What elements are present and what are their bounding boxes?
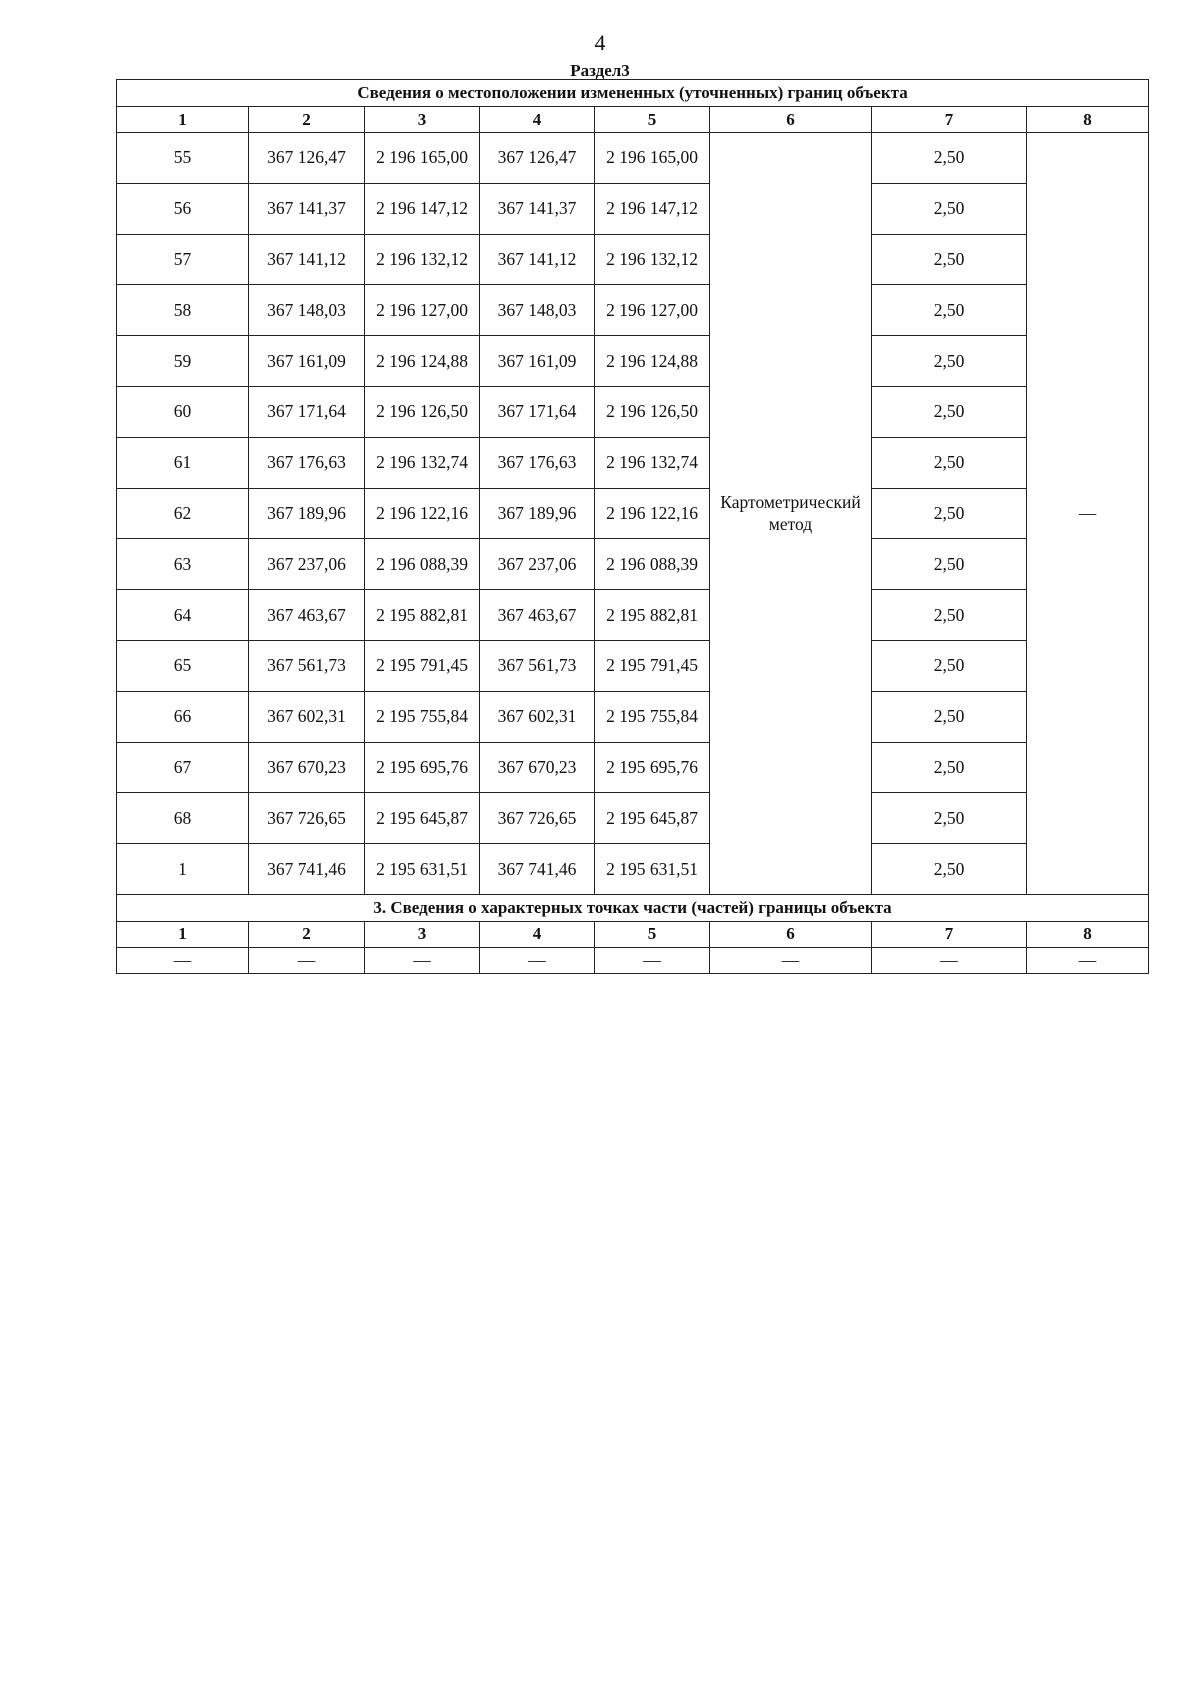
- point-number-cell: 55: [117, 133, 249, 184]
- point-number-cell: 56: [117, 183, 249, 234]
- accuracy-cell: 2,50: [872, 539, 1027, 590]
- empty-cell: —: [117, 947, 249, 973]
- existing-x-cell: 367 176,63: [249, 437, 365, 488]
- table-row: [117, 844, 1149, 895]
- refined-y-cell: 2 195 755,84: [595, 691, 710, 742]
- accuracy-cell: 2,50: [872, 234, 1027, 285]
- refined-y-cell: 2 196 165,00: [595, 133, 710, 184]
- column-number-row: [117, 921, 1149, 947]
- boundary-coordinates-table: [116, 79, 1149, 974]
- point-number-cell: 63: [117, 539, 249, 590]
- refined-x-cell: 367 561,73: [480, 640, 595, 691]
- empty-cell: —: [249, 947, 365, 973]
- table-row: [117, 691, 1149, 742]
- existing-y-cell: 2 195 695,76: [365, 742, 480, 793]
- existing-x-cell: 367 726,65: [249, 793, 365, 844]
- refined-x-cell: 367 161,09: [480, 336, 595, 387]
- table-row: [117, 590, 1149, 641]
- table-caption: Сведения о местоположении измененных (уточненных) границ объекта: [117, 80, 1149, 107]
- existing-x-cell: 367 161,09: [249, 336, 365, 387]
- existing-y-cell: 2 195 791,45: [365, 640, 480, 691]
- existing-x-cell: 367 237,06: [249, 539, 365, 590]
- refined-x-cell: 367 141,37: [480, 183, 595, 234]
- existing-y-cell: 2 196 132,12: [365, 234, 480, 285]
- column-number: 1: [117, 107, 249, 133]
- refined-y-cell: 2 196 124,88: [595, 336, 710, 387]
- existing-x-cell: 367 670,23: [249, 742, 365, 793]
- column-number: 8: [1027, 107, 1149, 133]
- point-number-cell: 66: [117, 691, 249, 742]
- existing-x-cell: 367 561,73: [249, 640, 365, 691]
- table-row: [117, 640, 1149, 691]
- existing-y-cell: 2 195 882,81: [365, 590, 480, 641]
- refined-x-cell: 367 237,06: [480, 539, 595, 590]
- refined-x-cell: 367 602,31: [480, 691, 595, 742]
- refined-y-cell: 2 196 132,12: [595, 234, 710, 285]
- refined-y-cell: 2 196 088,39: [595, 539, 710, 590]
- refined-y-cell: 2 195 631,51: [595, 844, 710, 895]
- refined-y-cell: 2 195 695,76: [595, 742, 710, 793]
- column-number: 2: [249, 921, 365, 947]
- existing-y-cell: 2 196 088,39: [365, 539, 480, 590]
- point-number-cell: 65: [117, 640, 249, 691]
- section-3-caption-row: [117, 894, 1149, 921]
- empty-cell: —: [710, 947, 872, 973]
- empty-cell: —: [365, 947, 480, 973]
- table-row: [117, 234, 1149, 285]
- empty-cell: —: [1027, 947, 1149, 973]
- existing-y-cell: 2 196 132,74: [365, 437, 480, 488]
- refined-y-cell: 2 196 122,16: [595, 488, 710, 539]
- existing-x-cell: 367 126,47: [249, 133, 365, 184]
- existing-y-cell: 2 196 165,00: [365, 133, 480, 184]
- table-row: [117, 742, 1149, 793]
- refined-y-cell: 2 195 645,87: [595, 793, 710, 844]
- point-number-cell: 57: [117, 234, 249, 285]
- column-number: 6: [710, 107, 872, 133]
- refined-x-cell: 367 463,67: [480, 590, 595, 641]
- section-title: Раздел3: [570, 61, 630, 80]
- refined-x-cell: 367 176,63: [480, 437, 595, 488]
- existing-x-cell: 367 148,03: [249, 285, 365, 336]
- accuracy-cell: 2,50: [872, 285, 1027, 336]
- refined-x-cell: 367 741,46: [480, 844, 595, 895]
- accuracy-cell: 2,50: [872, 640, 1027, 691]
- existing-x-cell: 367 463,67: [249, 590, 365, 641]
- accuracy-cell: 2,50: [872, 183, 1027, 234]
- empty-cell: —: [872, 947, 1027, 973]
- table-body: [117, 80, 1149, 974]
- column-number: 1: [117, 921, 249, 947]
- refined-y-cell: 2 195 791,45: [595, 640, 710, 691]
- column-number: 5: [595, 921, 710, 947]
- existing-x-cell: 367 171,64: [249, 386, 365, 437]
- table-row: [117, 183, 1149, 234]
- point-number-cell: 59: [117, 336, 249, 387]
- table-caption-row: [117, 80, 1149, 107]
- existing-y-cell: 2 196 127,00: [365, 285, 480, 336]
- table-row: [117, 285, 1149, 336]
- accuracy-cell: 2,50: [872, 386, 1027, 437]
- table-row: [117, 386, 1149, 437]
- column-number: 5: [595, 107, 710, 133]
- accuracy-cell: 2,50: [872, 336, 1027, 387]
- refined-x-cell: 367 141,12: [480, 234, 595, 285]
- table-row: [117, 437, 1149, 488]
- table-row: [117, 133, 1149, 184]
- column-number-row: [117, 107, 1149, 133]
- refined-x-cell: 367 148,03: [480, 285, 595, 336]
- refined-x-cell: 367 189,96: [480, 488, 595, 539]
- refined-y-cell: 2 196 147,12: [595, 183, 710, 234]
- column-8-cell: —: [1027, 133, 1149, 895]
- accuracy-cell: 2,50: [872, 793, 1027, 844]
- existing-x-cell: 367 189,96: [249, 488, 365, 539]
- method-cell: Картометрический метод: [710, 133, 872, 895]
- column-number: 7: [872, 107, 1027, 133]
- empty-cell: —: [595, 947, 710, 973]
- refined-x-cell: 367 171,64: [480, 386, 595, 437]
- existing-y-cell: 2 196 147,12: [365, 183, 480, 234]
- column-number: 4: [480, 921, 595, 947]
- page-number: 4: [594, 30, 606, 55]
- column-number: 3: [365, 921, 480, 947]
- column-number: 3: [365, 107, 480, 133]
- accuracy-cell: 2,50: [872, 488, 1027, 539]
- point-number-cell: 58: [117, 285, 249, 336]
- refined-x-cell: 367 726,65: [480, 793, 595, 844]
- point-number-cell: 67: [117, 742, 249, 793]
- accuracy-cell: 2,50: [872, 133, 1027, 184]
- existing-y-cell: 2 196 122,16: [365, 488, 480, 539]
- accuracy-cell: 2,50: [872, 437, 1027, 488]
- point-number-cell: 1: [117, 844, 249, 895]
- table-row: [117, 793, 1149, 844]
- column-number: 7: [872, 921, 1027, 947]
- table-row: [117, 488, 1149, 539]
- existing-x-cell: 367 141,37: [249, 183, 365, 234]
- existing-x-cell: 367 141,12: [249, 234, 365, 285]
- existing-x-cell: 367 602,31: [249, 691, 365, 742]
- refined-y-cell: 2 196 127,00: [595, 285, 710, 336]
- empty-cell: —: [480, 947, 595, 973]
- column-number: 6: [710, 921, 872, 947]
- existing-y-cell: 2 195 631,51: [365, 844, 480, 895]
- point-number-cell: 60: [117, 386, 249, 437]
- accuracy-cell: 2,50: [872, 742, 1027, 793]
- point-number-cell: 64: [117, 590, 249, 641]
- existing-x-cell: 367 741,46: [249, 844, 365, 895]
- accuracy-cell: 2,50: [872, 691, 1027, 742]
- section-3-caption: 3. Сведения о характерных точках части (частей) границы объекта: [117, 894, 1149, 921]
- existing-y-cell: 2 195 645,87: [365, 793, 480, 844]
- refined-y-cell: 2 196 126,50: [595, 386, 710, 437]
- column-number: 2: [249, 107, 365, 133]
- existing-y-cell: 2 195 755,84: [365, 691, 480, 742]
- column-number: 8: [1027, 921, 1149, 947]
- refined-y-cell: 2 195 882,81: [595, 590, 710, 641]
- refined-x-cell: 367 126,47: [480, 133, 595, 184]
- existing-y-cell: 2 196 124,88: [365, 336, 480, 387]
- table-row: [117, 336, 1149, 387]
- refined-y-cell: 2 196 132,74: [595, 437, 710, 488]
- existing-y-cell: 2 196 126,50: [365, 386, 480, 437]
- table-row: [117, 947, 1149, 973]
- accuracy-cell: 2,50: [872, 844, 1027, 895]
- accuracy-cell: 2,50: [872, 590, 1027, 641]
- point-number-cell: 61: [117, 437, 249, 488]
- refined-x-cell: 367 670,23: [480, 742, 595, 793]
- column-number: 4: [480, 107, 595, 133]
- point-number-cell: 68: [117, 793, 249, 844]
- table-row: [117, 539, 1149, 590]
- point-number-cell: 62: [117, 488, 249, 539]
